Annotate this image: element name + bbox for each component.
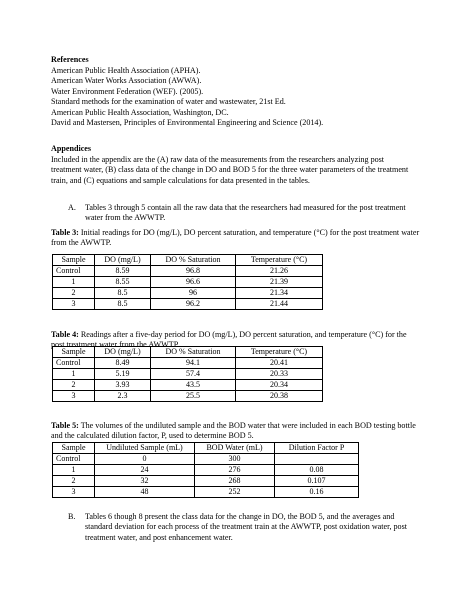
table-cell: 0.08 [275,465,359,476]
table-cell: 0 [95,454,195,465]
reference-item: American Public Health Association, Washington, DC. [51,107,229,117]
table-cell: 1 [53,277,95,288]
column-header: Sample [53,347,95,358]
table-row [53,487,359,498]
table-cell: 96.8 [151,266,236,277]
caption-text: Initial readings for DO (mg/L), DO percent saturation, and temperature (°C) for the post treatment water from the AWWTP. [51,228,420,248]
table-row [53,288,323,299]
table-cell: 21.44 [236,299,323,310]
table-4 [52,346,323,402]
table-cell: 20.34 [236,380,323,391]
table-cell: 20.33 [236,369,323,380]
column-header: Sample [53,443,95,454]
table-row [53,369,323,380]
list-marker: B. [68,512,76,521]
reference-item: American Public Health Association (APHA). [51,66,201,75]
reference-item: Standard methods for the examination of water and wastewater, 21st Ed. [51,97,286,107]
appendices-paragraph: Included in the appendix are the (A) raw data of the measurements from the researchers analyzing post treatment water, (B) class data of the change in DO and BOD 5 for the three water parameters of the treatment train, and (C) equations and sample calculations for data presented in the tables. [51,155,409,185]
table-row [53,358,323,369]
table-label: Table 5: [51,421,79,430]
table-row [53,277,323,288]
caption-text: Readings after a five-day period for DO (mg/L), DO percent saturation, and temperature (°C) for the post treatment water from the AWWTP. [51,330,407,350]
list-marker: A. [68,203,76,212]
table-cell: 94.1 [151,358,236,369]
table-3-caption [51,228,421,249]
table-cell: Control [53,266,95,277]
table-row [53,476,359,487]
table-5 [52,442,359,498]
table-cell: 24 [95,465,195,476]
table-cell: 2.3 [95,391,151,402]
column-header: BOD Water (mL) [195,443,275,454]
reference-item: Water Environment Federation (WEF). (2005). [51,86,204,96]
table-cell: 96.6 [151,277,236,288]
column-header: DO (mg/L) [95,347,151,358]
table-cell: 3 [53,391,95,402]
table-cell: 21.34 [236,288,323,299]
column-header: Temperature (°C) [236,255,323,266]
table-cell: 252 [195,487,275,498]
reference-item: American Water Works Association (AWWA). [51,76,202,86]
table-cell: 3.93 [95,380,151,391]
table-row [53,465,359,476]
table-cell: 8.5 [95,288,151,299]
table-cell: 8.55 [95,277,151,288]
table-cell: 0.107 [275,476,359,487]
appendices-heading: Appendices [51,144,92,153]
table-5-caption [51,421,421,442]
column-header: DO % Saturation [151,347,236,358]
column-header: DO (mg/L) [95,255,151,266]
list-item-a [68,203,413,224]
table-cell: 48 [95,487,195,498]
table-cell: 300 [195,454,275,465]
table-header-row [53,255,323,266]
table-cell: Control [53,454,95,465]
table-cell: 32 [95,476,195,487]
table-cell: 276 [195,465,275,476]
list-item-b [68,512,418,543]
references-list [51,66,431,128]
table-cell: 1 [53,465,95,476]
table-cell: 8.59 [95,266,151,277]
references-heading: References [51,55,89,64]
table-cell: 96 [151,288,236,299]
table-cell: 21.26 [236,266,323,277]
table-header-row [53,443,359,454]
table-cell: 2 [53,476,95,487]
table-cell: 20.41 [236,358,323,369]
table-cell: 0.16 [275,487,359,498]
table-cell: 3 [53,487,95,498]
table-cell: 21.39 [236,277,323,288]
table-cell: 5.19 [95,369,151,380]
table-row [53,266,323,277]
table-cell: 2 [53,380,95,391]
table-cell: 57.4 [151,369,236,380]
table-cell: Control [53,358,95,369]
table-label: Table 4: [51,330,79,339]
column-header: Temperature (°C) [236,347,323,358]
table-cell: 268 [195,476,275,487]
column-header: Undiluted Sample (mL) [95,443,195,454]
list-item-text: Tables 3 through 5 contain all the raw data that the researchers had measured for the post treatment water from the AWWTP. [85,203,406,223]
table-row [53,299,323,310]
table-cell: 8.5 [95,299,151,310]
table-cell: 8.49 [95,358,151,369]
column-header: DO % Saturation [151,255,236,266]
column-header: Sample [53,255,95,266]
table-row [53,454,359,465]
table-header-row [53,347,323,358]
table-cell: 20.38 [236,391,323,402]
table-row [53,391,323,402]
table-3 [52,254,323,310]
table-cell: 43.5 [151,380,236,391]
table-cell: 1 [53,369,95,380]
table-cell: 25.5 [151,391,236,402]
list-item-text: Tables 6 though 8 present the class data for the change in DO, the BOD 5, and the averages and standard deviation for each process of the treatment train at the AWWTP, post oxidation water, post treatment water, and post enhancement water. [85,512,408,542]
table-cell: 96.2 [151,299,236,310]
table-cell: 3 [53,299,95,310]
caption-text: The volumes of the undiluted sample and the BOD water that were included in each BOD testing bottle and the calculated dilution factor, P, used to determine BOD 5. [51,421,416,441]
table-cell [275,454,359,465]
table-row [53,380,323,391]
column-header: Dilution Factor P [275,443,359,454]
table-cell: 2 [53,288,95,299]
table-label: Table 3: [51,228,79,237]
reference-item: David and Mastersen, Principles of Environmental Engineering and Science (2014). [51,118,324,128]
